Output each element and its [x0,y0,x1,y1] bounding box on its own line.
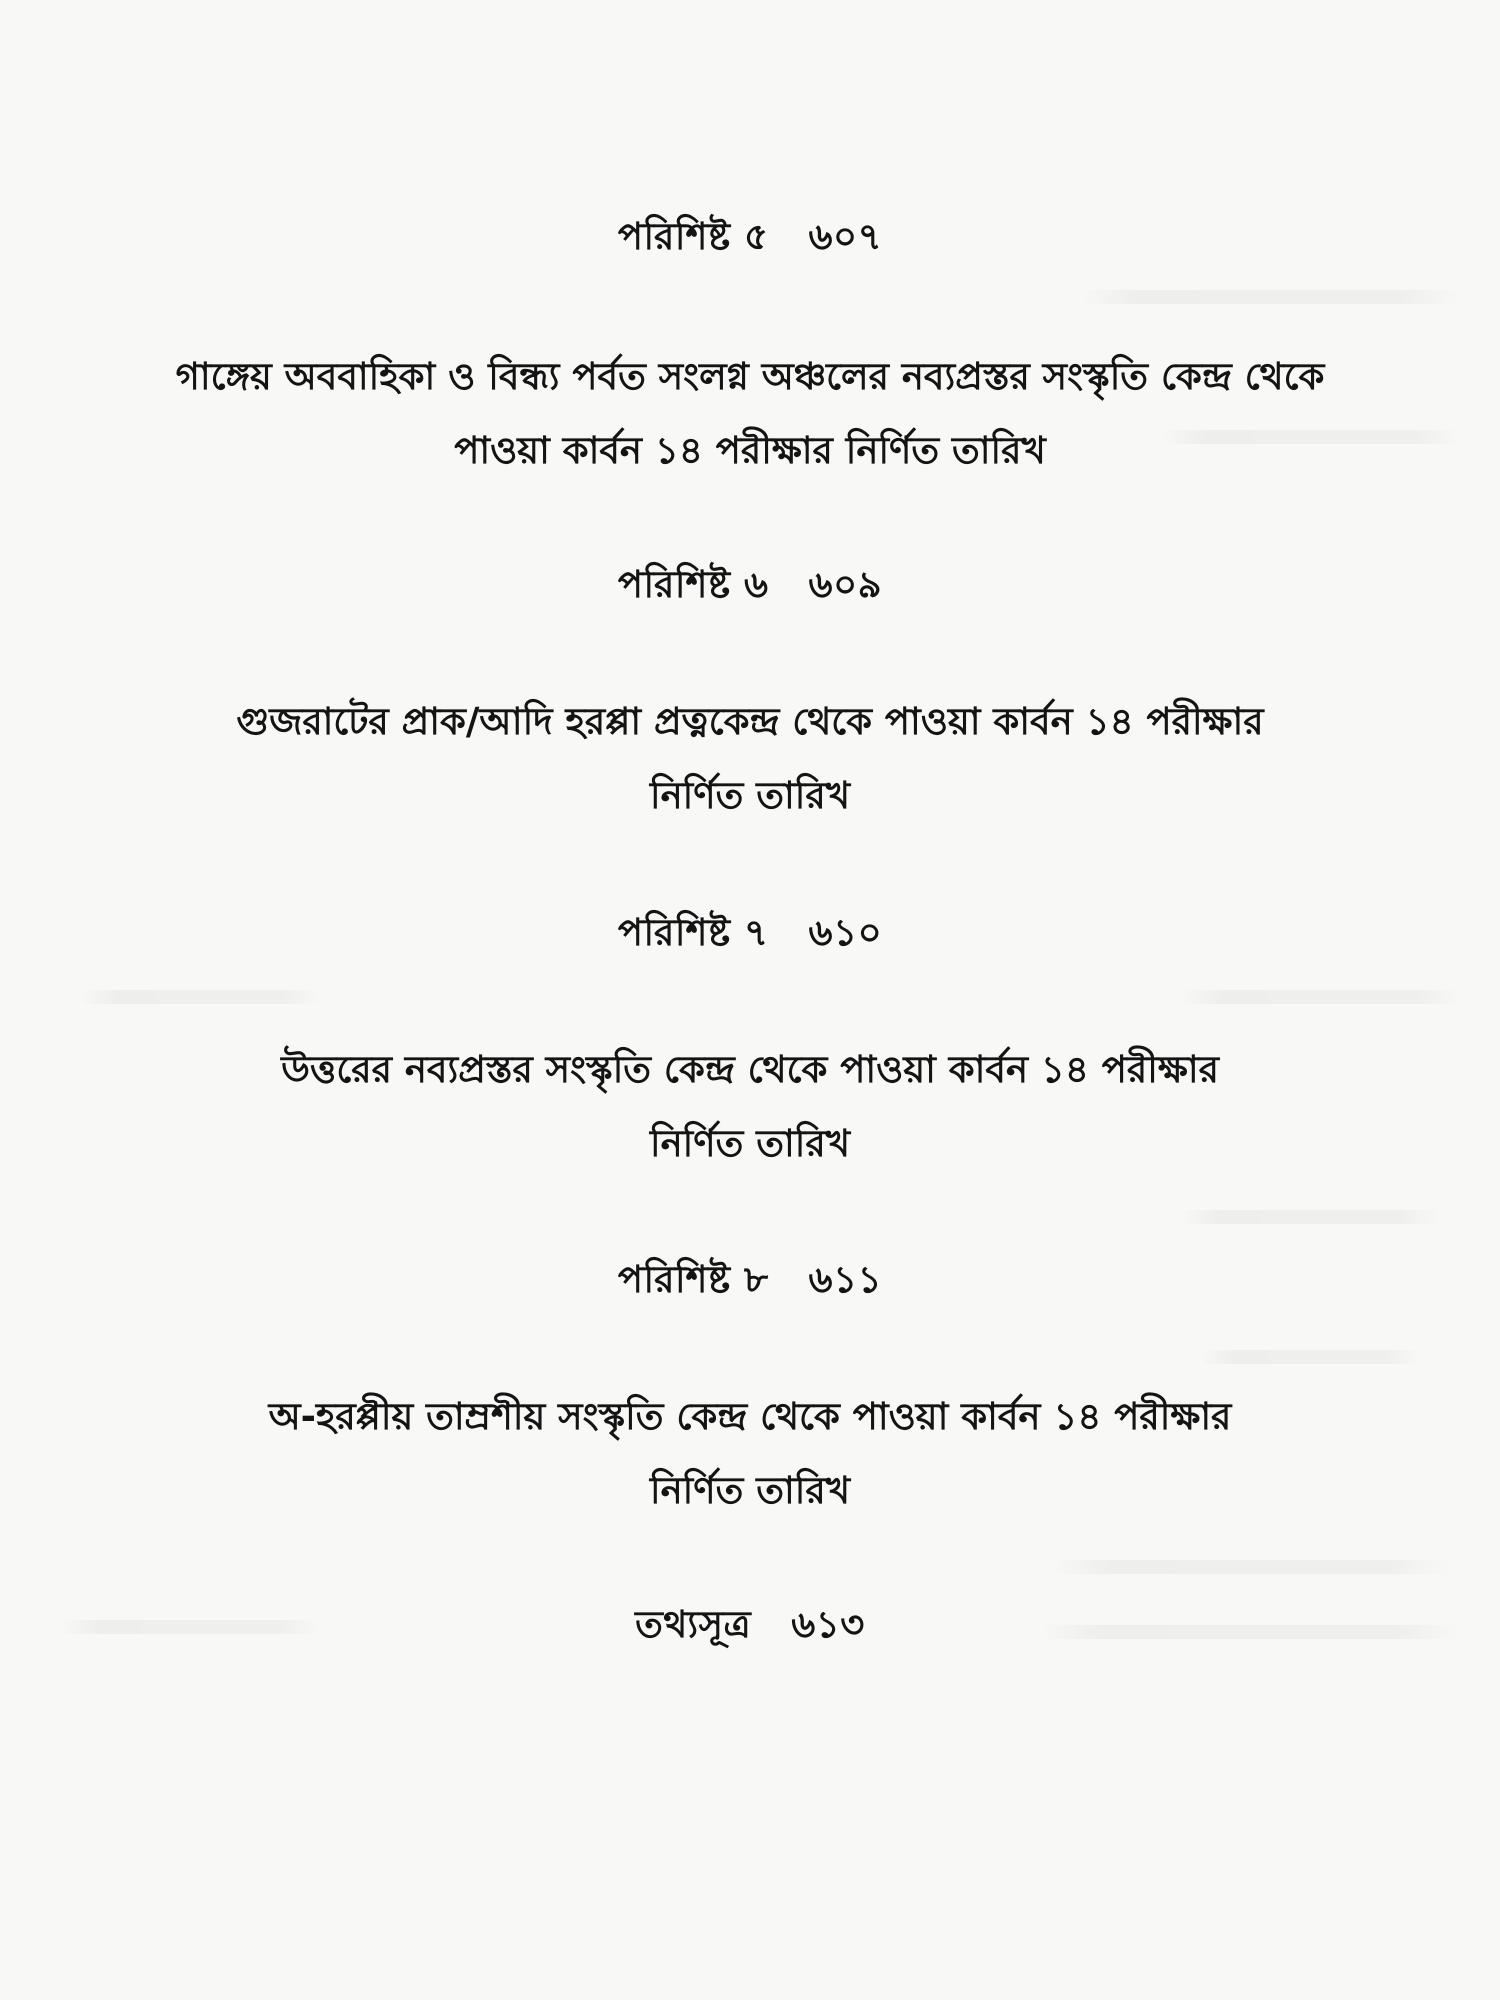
page-number: ৬১১ [808,1258,883,1301]
description-line: অ-হরপ্পীয় তাম্রশীয় সংস্কৃতি কেন্দ্র থেকে পাওয়া কার্বন ১৪ পরীক্ষার [268,1395,1232,1438]
page-number: ৬০৭ [808,215,883,258]
description-line: গুজরাটের প্রাক/আদি হরপ্পা প্রত্নকেন্দ্র থেকে পাওয়া কার্বন ১৪ পরীক্ষার [236,700,1264,743]
appendix-title: পরিশিষ্ট ৬ [617,563,769,606]
sources-title: তথ্যসূত্র [635,1603,752,1646]
sources-heading [0,1600,1500,1650]
description-line: উত্তরের নব্যপ্রস্তর সংস্কৃতি কেন্দ্র থেকে পাওয়া কার্বন ১৪ পরীক্ষার [281,1048,1219,1091]
appendix-description [0,1033,1500,1181]
appendix-description [0,340,1500,488]
show-through-line [1180,1210,1440,1224]
show-through-line [80,990,320,1004]
page-number: ৬০৯ [808,563,883,606]
show-through-line [1180,990,1460,1004]
description-line: নির্ণিত তারিখ [650,774,850,817]
appendix-heading [0,1255,1500,1305]
appendix-title: পরিশিষ্ট ৫ [617,215,769,258]
page-number: ৬১৩ [791,1603,865,1646]
appendix-description [0,685,1500,833]
show-through-line [1080,290,1460,304]
appendix-heading [0,560,1500,610]
appendix-heading [0,212,1500,262]
appendix-heading [0,908,1500,958]
description-line: নির্ণিত তারিখ [650,1469,850,1512]
appendix-title: পরিশিষ্ট ৭ [617,911,769,954]
description-line: পাওয়া কার্বন ১৪ পরীক্ষার নির্ণিত তারিখ [454,429,1046,472]
show-through-line [1200,1350,1420,1364]
show-through-line [1050,1560,1450,1574]
description-line: নির্ণিত তারিখ [650,1122,850,1165]
appendix-title: পরিশিষ্ট ৮ [617,1258,769,1301]
page-number: ৬১০ [808,911,883,954]
appendix-description [0,1380,1500,1528]
description-line: গাঙ্গেয় অববাহিকা ও বিন্ধ্য পর্বত সংলগ্ন অঞ্চলের নব্যপ্রস্তর সংস্কৃতি কেন্দ্র থেকে [175,355,1325,398]
